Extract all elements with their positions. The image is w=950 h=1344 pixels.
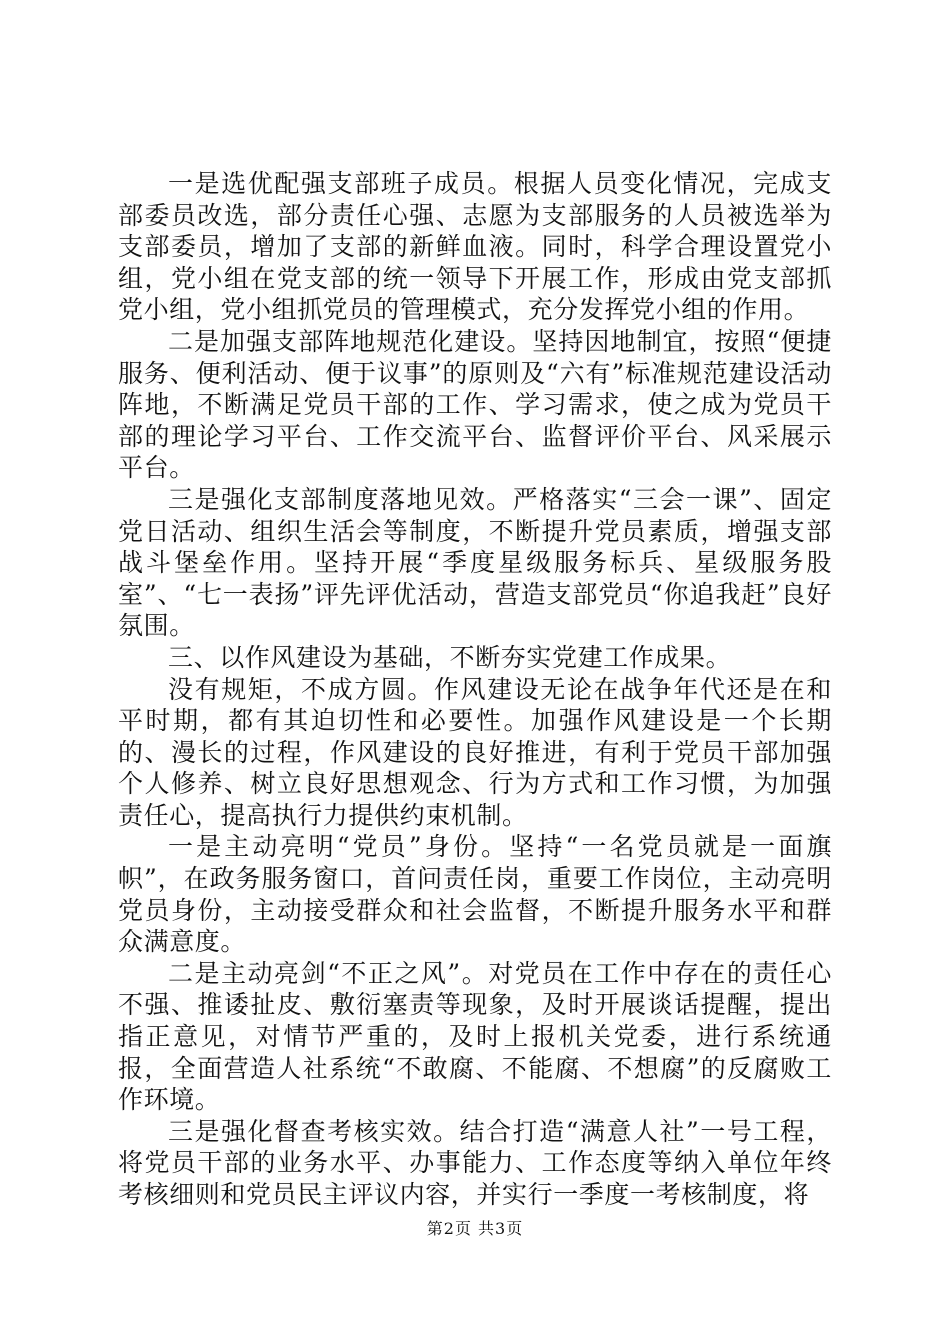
paragraph-7: 二是主动亮剑“不正之风”。对党员在工作中存在的责任心不强、推诿扯皮、敷衍塞责等现象，及时开展谈话提醒，提出指正意见，对情节严重的，及时上报机关党委，进行系统通报，全面营造人社系统“不敢腐、不能腐、不想腐”的反腐败工作环境。: [118, 958, 832, 1115]
paragraph-3: 三是强化支部制度落地见效。严格落实“三会一课”、固定党日活动、组织生活会等制度，不断提升党员素质，增强支部战斗堡垒作用。坚持开展“季度星级服务标兵、星级服务股室”、“七一表扬”评先评优活动，营造支部党员“你追我赶”良好氛围。: [118, 484, 832, 641]
paragraph-6: 一是主动亮明“党员”身份。坚持“一名党员就是一面旗帜”，在政务服务窗口，首问责任岗，重要工作岗位，主动亮明党员身份，主动接受群众和社会监督，不断提升服务水平和群众满意度。: [118, 832, 832, 957]
paragraph-1: 一是选优配强支部班子成员。根据人员变化情况，完成支部委员改选，部分责任心强、志愿为支部服务的人员被选举为支部委员，增加了支部的新鲜血液。同时，科学合理设置党小组，党小组在党支部的统一领导下开展工作，形成由党支部抓党小组，党小组抓党员的管理模式，充分发挥党小组的作用。: [118, 169, 832, 325]
paragraph-8: 三是强化督查考核实效。结合打造“满意人社”一号工程，将党员干部的业务水平、办事能力、工作态度等纳入单位年终考核细则和党员民主评议内容，并实行一季度一考核制度，将: [118, 1116, 832, 1209]
document-body: [118, 168, 832, 1211]
section-heading-3: 三、以作风建设为基础，不断夯实党建工作成果。: [168, 642, 732, 672]
paragraph-5: 没有规矩，不成方圆。作风建设无论在战争年代还是在和平时期，都有其迫切性和必要性。加强作风建设是一个长期的、漫长的过程，作风建设的良好推进，有利于党员干部加强个人修养、树立良好思想观念、行为方式和工作习惯，为加强责任心，提高执行力提供约束机制。: [118, 674, 832, 830]
page-number-label: 第2页 共3页: [426, 1219, 524, 1238]
paragraph-2: 二是加强支部阵地规范化建设。坚持因地制宜，按照“便捷服务、便利活动、便于议事”的原则及“六有”标准规范建设活动阵地，不断满足党员干部的工作、学习需求，使之成为党员干部的理论学习平台、工作交流平台、监督评价平台、风采展示平台。: [118, 326, 832, 483]
page-footer: [0, 1216, 950, 1239]
